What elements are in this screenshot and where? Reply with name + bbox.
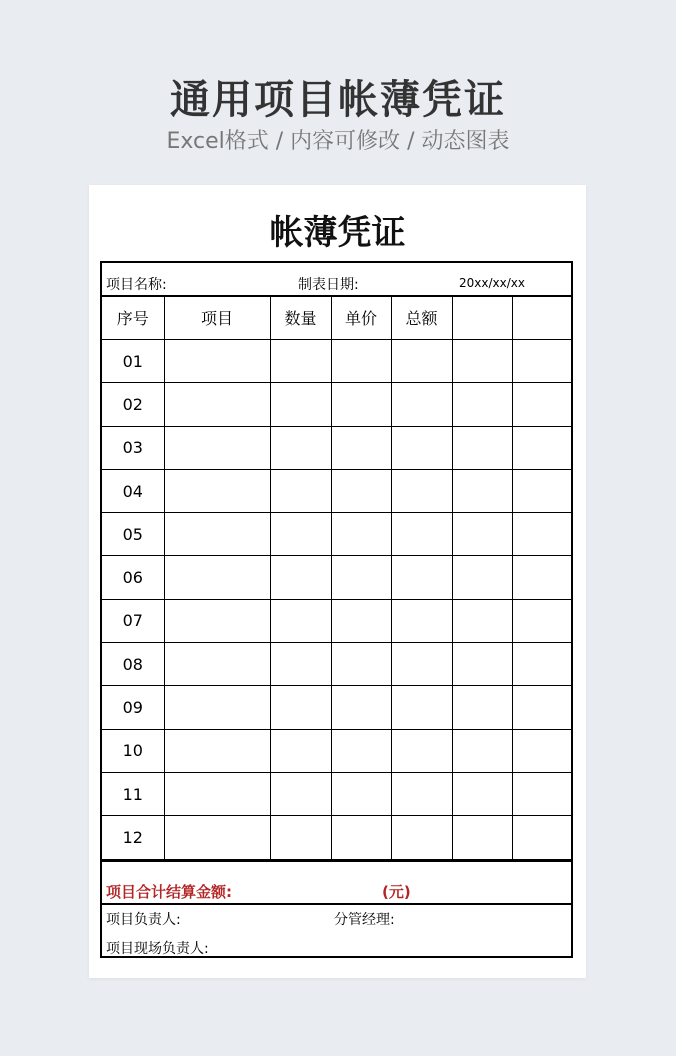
table-header-row: [102, 296, 573, 340]
table-cell[interactable]: [452, 599, 512, 642]
row-number-cell: 03: [102, 426, 164, 469]
table-cell[interactable]: [512, 816, 573, 859]
table-cell[interactable]: [452, 729, 512, 772]
row-number-cell: 02: [102, 383, 164, 426]
meta-row: [102, 263, 571, 297]
table-cell[interactable]: [270, 643, 331, 686]
row-number-cell: 10: [102, 729, 164, 772]
table-cell[interactable]: [164, 686, 270, 729]
row-number-cell: 07: [102, 599, 164, 642]
table-cell[interactable]: [270, 729, 331, 772]
table-cell[interactable]: [164, 599, 270, 642]
table-cell[interactable]: [331, 513, 391, 556]
table-cell[interactable]: [391, 599, 452, 642]
row-number-cell: 09: [102, 686, 164, 729]
table-cell[interactable]: [164, 469, 270, 512]
manager-label: 分管经理:: [334, 912, 395, 928]
table-cell[interactable]: [512, 772, 573, 815]
column-header: 数量: [270, 296, 331, 340]
table-cell[interactable]: [512, 643, 573, 686]
table-cell[interactable]: [270, 772, 331, 815]
table-cell[interactable]: [512, 513, 573, 556]
column-header: 总额: [391, 296, 452, 340]
table-cell[interactable]: [331, 556, 391, 599]
table-cell[interactable]: [391, 383, 452, 426]
row-number-cell: 11: [102, 772, 164, 815]
table-cell[interactable]: [452, 383, 512, 426]
row-number-cell: 12: [102, 816, 164, 859]
banner-subtitle: Excel格式 / 内容可修改 / 动态图表: [166, 129, 510, 154]
project-name-label: 项目名称:: [106, 277, 167, 293]
total-unit: (元): [382, 883, 411, 901]
table-cell[interactable]: [512, 729, 573, 772]
table-row: [102, 513, 573, 556]
table-cell[interactable]: [164, 340, 270, 383]
ledger-table: [102, 296, 573, 860]
row-number-cell: 05: [102, 513, 164, 556]
table-cell[interactable]: [331, 340, 391, 383]
table-row: [102, 340, 573, 383]
table-cell[interactable]: [270, 513, 331, 556]
table-row: [102, 643, 573, 686]
document-page: [89, 185, 586, 978]
table-cell[interactable]: [331, 686, 391, 729]
table-cell[interactable]: [270, 686, 331, 729]
table-cell[interactable]: [270, 816, 331, 859]
table-cell[interactable]: [512, 686, 573, 729]
row-number-cell: 08: [102, 643, 164, 686]
table-cell[interactable]: [391, 469, 452, 512]
table-cell[interactable]: [512, 469, 573, 512]
table-cell[interactable]: [270, 556, 331, 599]
table-cell[interactable]: [512, 340, 573, 383]
table-cell[interactable]: [391, 643, 452, 686]
table-cell[interactable]: [391, 686, 452, 729]
banner-title: 通用项目帐薄凭证: [170, 77, 506, 123]
ledger-footer: [102, 860, 571, 958]
total-row: [102, 862, 571, 905]
site-lead-label: 项目现场负责人:: [106, 941, 209, 957]
table-cell[interactable]: [331, 816, 391, 859]
column-header: 序号: [102, 296, 164, 340]
table-cell[interactable]: [270, 383, 331, 426]
table-cell[interactable]: [164, 556, 270, 599]
total-label: 项目合计结算金额:: [106, 883, 232, 901]
row-number-cell: 01: [102, 340, 164, 383]
table-cell[interactable]: [452, 643, 512, 686]
table-cell[interactable]: [164, 513, 270, 556]
table-row: [102, 469, 573, 512]
table-cell[interactable]: [391, 729, 452, 772]
table-cell[interactable]: [452, 340, 512, 383]
table-cell[interactable]: [270, 340, 331, 383]
table-cell[interactable]: [331, 729, 391, 772]
column-header: [512, 296, 573, 340]
table-cell[interactable]: [512, 599, 573, 642]
date-value: 20xx/xx/xx: [459, 276, 525, 290]
table-cell[interactable]: [164, 426, 270, 469]
table-row: [102, 426, 573, 469]
table-cell[interactable]: [331, 772, 391, 815]
table-row: [102, 729, 573, 772]
table-cell[interactable]: [512, 426, 573, 469]
table-cell[interactable]: [391, 556, 452, 599]
table-cell[interactable]: [452, 816, 512, 859]
table-cell[interactable]: [512, 383, 573, 426]
table-row: [102, 599, 573, 642]
table-row: [102, 686, 573, 729]
table-cell[interactable]: [452, 772, 512, 815]
table-cell[interactable]: [452, 513, 512, 556]
table-cell[interactable]: [164, 816, 270, 859]
table-cell[interactable]: [164, 729, 270, 772]
table-row: [102, 383, 573, 426]
table-cell[interactable]: [331, 383, 391, 426]
table-cell[interactable]: [331, 599, 391, 642]
table-cell[interactable]: [391, 340, 452, 383]
table-cell[interactable]: [331, 643, 391, 686]
column-header: 项目: [164, 296, 270, 340]
row-number-cell: 04: [102, 469, 164, 512]
column-header: [452, 296, 512, 340]
table-cell[interactable]: [452, 686, 512, 729]
table-row: [102, 816, 573, 859]
table-row: [102, 772, 573, 815]
document-title: 帐薄凭证: [269, 213, 406, 253]
table-cell[interactable]: [391, 426, 452, 469]
table-cell[interactable]: [391, 513, 452, 556]
date-label: 制表日期:: [298, 277, 359, 293]
table-cell[interactable]: [164, 643, 270, 686]
row-number-cell: 06: [102, 556, 164, 599]
table-cell[interactable]: [270, 599, 331, 642]
table-cell[interactable]: [452, 556, 512, 599]
table-cell[interactable]: [452, 426, 512, 469]
table-cell[interactable]: [391, 816, 452, 859]
table-row: [102, 556, 573, 599]
table-cell[interactable]: [331, 426, 391, 469]
ledger-sheet: [100, 261, 573, 958]
table-cell[interactable]: [452, 469, 512, 512]
column-header: 单价: [331, 296, 391, 340]
table-cell[interactable]: [391, 772, 452, 815]
table-cell[interactable]: [331, 469, 391, 512]
table-cell[interactable]: [270, 469, 331, 512]
project-lead-label: 项目负责人:: [106, 912, 181, 928]
table-cell[interactable]: [164, 383, 270, 426]
table-cell[interactable]: [164, 772, 270, 815]
table-cell[interactable]: [270, 426, 331, 469]
table-cell[interactable]: [512, 556, 573, 599]
